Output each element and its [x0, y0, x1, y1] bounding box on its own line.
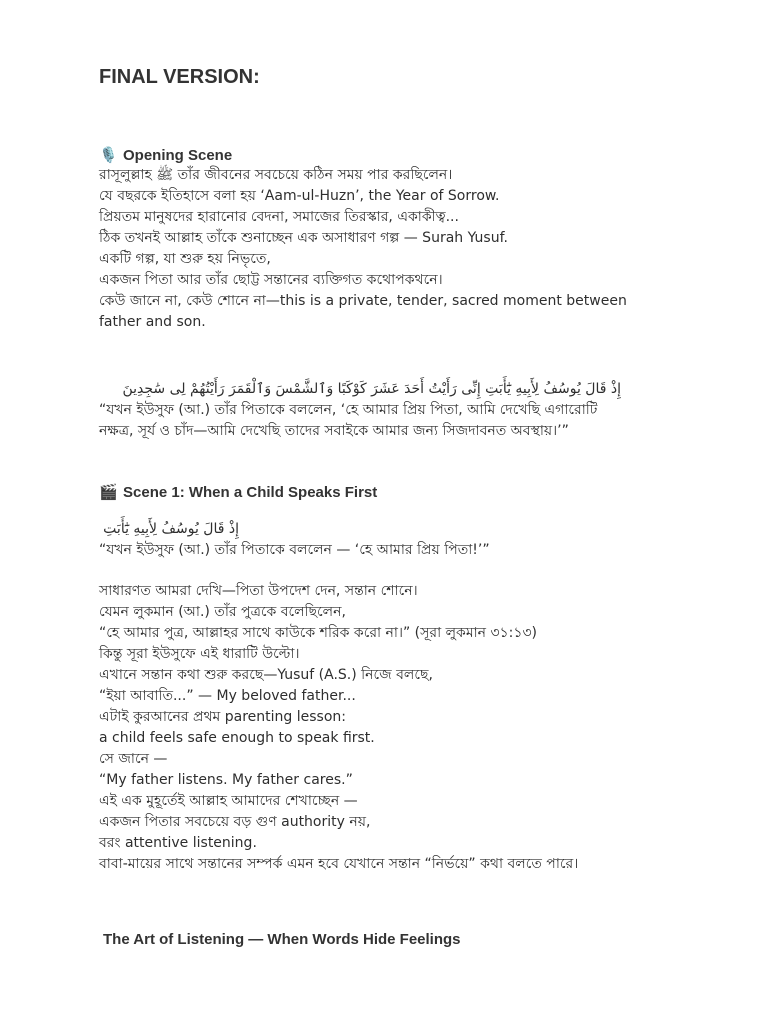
- scene1-verse-block: [99, 518, 659, 561]
- verse-translation-line: নক্ষত্র, সূর্য ও চাঁদ—আমি দেখেছি তাদের সবাইকে আমার জন্য সিজদাবনত অবস্থায়।’”: [99, 423, 569, 439]
- opening-line: রাসূলুল্লাহ ﷺ তাঁর জীবনের সবচেয়ে কঠিন সময় পার করছিলেন।: [99, 167, 453, 183]
- verse-translation-line: “যখন ইউসুফ (আ.) তাঁর পিতাকে বললেন, ‘হে আমার প্রিয় পিতা, আমি দেখেছি এগারোটি: [99, 402, 598, 418]
- opening-verse-block: [99, 378, 659, 442]
- document-title: FINAL VERSION:: [99, 66, 260, 88]
- scene1-line: কিন্তু সূরা ইউসুফে এই ধারাটি উল্টো।: [99, 646, 300, 662]
- clapperboard-icon: 🎬: [99, 483, 118, 501]
- opening-scene-heading-text: Opening Scene: [123, 147, 233, 164]
- opening-line: একজন পিতা আর তাঁর ছোট্ট সন্তানের ব্যক্তিগত কথোপকথনে।: [99, 272, 443, 288]
- opening-line: একটি গল্প, যা শুরু হয় নিভৃতে,: [99, 251, 271, 267]
- opening-scene-heading: [99, 146, 232, 164]
- scene1-heading: [99, 483, 377, 501]
- scene1-line: “My father listens. My father cares.”: [99, 772, 353, 788]
- scene1-line: সাধারণত আমরা দেখি—পিতা উপদেশ দেন, সন্তান শোনে।: [99, 583, 418, 599]
- opening-line: ঠিক তখনই আল্লাহ তাঁকে শুনাচ্ছেন এক অসাধারণ গল্প — Surah Yusuf.: [99, 230, 508, 246]
- arabic-verse: إِذْ قَالَ يُوسُفُ لِأَبِيهِ يَٰٓأَبَتِ: [103, 521, 239, 537]
- scene1-line: “হে আমার পুত্র, আল্লাহর সাথে কাউকে শরিক করো না।” (সূরা লুকমান ৩১:১৩): [99, 625, 538, 641]
- arabic-verse: إِذْ قَالَ يُوسُفُ لِأَبِيهِ يَٰٓأَبَتِ إِنِّى رَأَيْتُ أَحَدَ عَشَرَ كَوْكَبًا وَٱلشَّمْسَ وَٱلْقَمَرَ رَأَيْتُهُمْ لِى سَٰجِدِينَ: [122, 381, 621, 397]
- verse-translation-line: “যখন ইউসুফ (আ.) তাঁর পিতাকে বললেন — ‘হে আমার প্রিয় পিতা!’”: [99, 542, 490, 558]
- opening-line: যে বছরকে ইতিহাসে বলা হয় ‘Aam-ul-Huzn’, the Year of Sorrow.: [99, 188, 500, 204]
- scene1-line: এই এক মুহূর্তেই আল্লাহ আমাদের শেখাচ্ছেন —: [99, 793, 358, 809]
- scene1-line: “ইয়া আবাতি...” — My beloved father...: [99, 688, 356, 704]
- scene1-body: [99, 581, 659, 875]
- scene1-line: যেমন লুকমান (আ.) তাঁর পুত্রকে বলেছিলেন,: [99, 604, 346, 620]
- microphone-icon: 🎙️: [99, 146, 118, 164]
- opening-scene-body: [99, 165, 659, 333]
- scene1-line: সে জানে —: [99, 751, 168, 767]
- opening-line: কেউ জানে না, কেউ শোনে না—this is a private, tender, sacred moment between: [99, 293, 627, 309]
- opening-line: প্রিয়তম মানুষদের হারানোর বেদনা, সমাজের তিরস্কার, একাকীত্ব...: [99, 209, 459, 225]
- scene1-line: বরং attentive listening.: [99, 835, 257, 851]
- scene1-line: এখানে সন্তান কথা শুরু করছে—Yusuf (A.S.) নিজে বলছে,: [99, 667, 433, 683]
- scene1-line: a child feels safe enough to speak first.: [99, 730, 375, 746]
- scene1-line: এটাই কুরআনের প্রথম parenting lesson:: [99, 709, 347, 725]
- opening-line: father and son.: [99, 314, 206, 330]
- scene1-line: বাবা-মায়ের সাথে সন্তানের সম্পর্ক এমন হবে যেখানে সন্তান “নির্ভয়ে” কথা বলতে পারে।: [99, 856, 579, 872]
- art-of-listening-heading: The Art of Listening — When Words Hide Feelings: [103, 931, 461, 948]
- scene1-heading-text: Scene 1: When a Child Speaks First: [123, 484, 378, 501]
- scene1-line: একজন পিতার সবচেয়ে বড় গুণ authority নয়,: [99, 814, 371, 830]
